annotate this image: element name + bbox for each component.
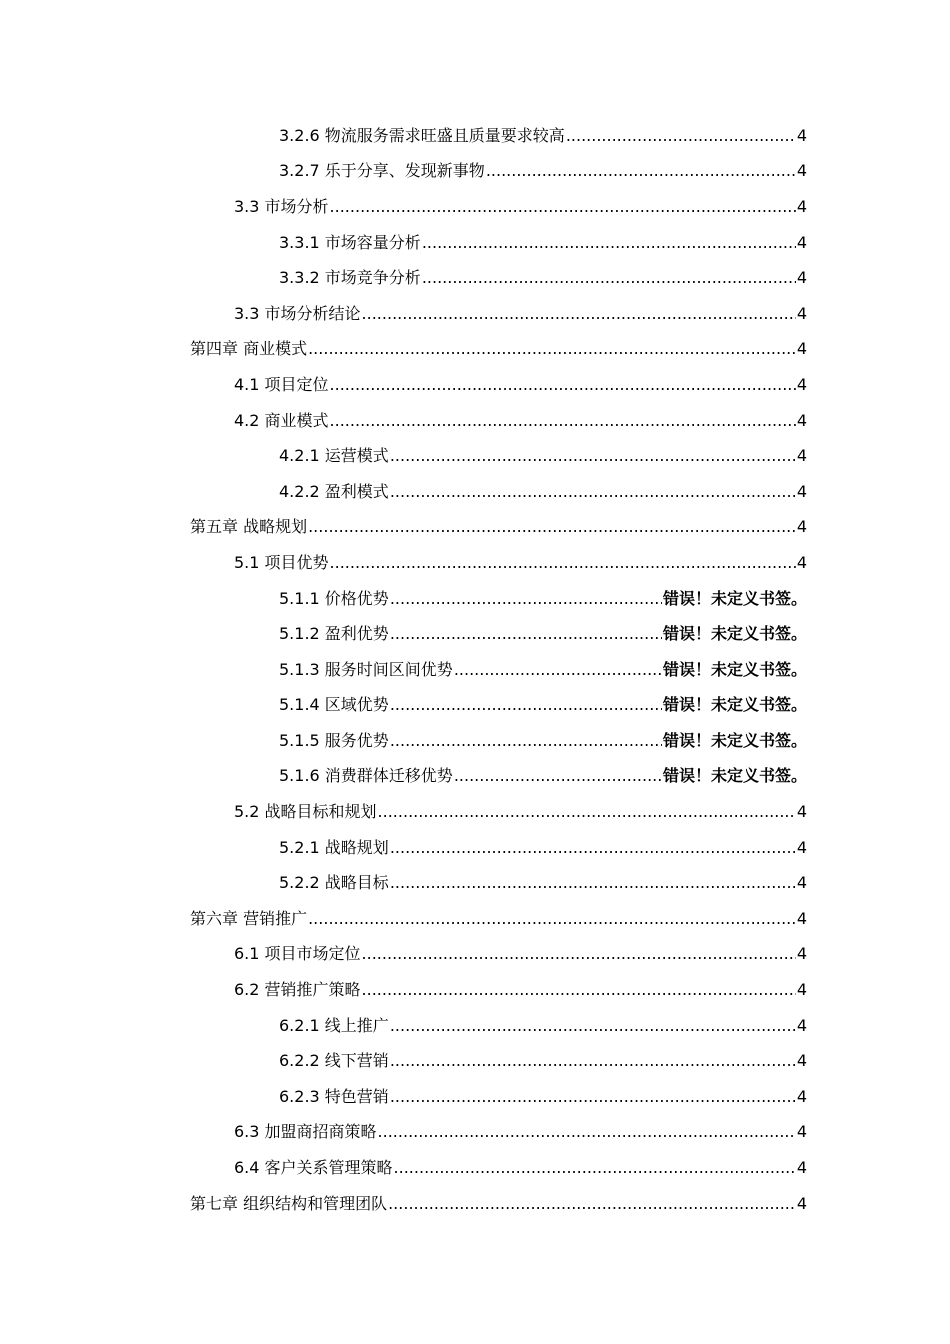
toc-entry-title: 5.1 项目优势 <box>234 552 329 572</box>
toc-entry-title: 3.3 市场分析结论 <box>234 303 361 323</box>
toc-dot-leader <box>390 623 662 645</box>
toc-bookmark-error: 错误！未定义书签。 <box>662 588 807 608</box>
toc-page-number: 4 <box>796 339 807 359</box>
toc-page-number: 4 <box>796 268 807 288</box>
toc-page-number: 4 <box>796 446 807 466</box>
toc-entry[interactable] <box>0 403 950 439</box>
toc-entry[interactable] <box>0 510 950 546</box>
toc-entry[interactable] <box>0 865 950 901</box>
toc-dot-leader <box>394 1157 796 1179</box>
toc-entry-title: 第七章 组织结构和管理团队 <box>190 1193 388 1213</box>
toc-entry-title: 6.2.2 线下营销 <box>279 1051 389 1071</box>
toc-entry-title: 5.1.4 区域优势 <box>279 695 389 715</box>
toc-bookmark-error: 错误！未定义书签。 <box>662 695 807 715</box>
toc-dot-leader <box>390 837 796 859</box>
toc-dot-leader <box>454 765 662 787</box>
toc-dot-leader <box>330 410 796 432</box>
toc-entry-title: 6.4 客户关系管理策略 <box>234 1158 393 1178</box>
toc-entry[interactable] <box>0 296 950 332</box>
toc-entry[interactable] <box>0 616 950 652</box>
toc-entry[interactable] <box>0 154 950 190</box>
toc-page-number: 4 <box>796 196 807 216</box>
toc-entry-title: 第六章 营销推广 <box>190 908 308 928</box>
toc-entry-title: 6.2.3 特色营销 <box>279 1086 389 1106</box>
toc-dot-leader <box>362 979 796 1001</box>
toc-bookmark-error: 错误！未定义书签。 <box>662 659 807 679</box>
toc-dot-leader <box>378 801 796 823</box>
toc-entry-title: 第四章 商业模式 <box>190 339 308 359</box>
toc-entry[interactable] <box>0 1043 950 1079</box>
toc-page-number: 4 <box>796 125 807 145</box>
toc-entry[interactable] <box>0 901 950 937</box>
toc-dot-leader <box>308 516 796 538</box>
toc-entry[interactable] <box>0 1150 950 1186</box>
toc-entry[interactable] <box>0 260 950 296</box>
toc-dot-leader <box>566 125 796 147</box>
toc-page-number: 4 <box>796 802 807 822</box>
toc-entry-title: 4.2.1 运营模式 <box>279 446 389 466</box>
toc-page-number: 4 <box>796 1122 807 1142</box>
toc-page-number: 4 <box>796 1051 807 1071</box>
toc-dot-leader <box>390 730 662 752</box>
toc-dot-leader <box>486 160 796 182</box>
toc-page-number: 4 <box>796 374 807 394</box>
toc-entry-title: 5.2.1 战略规划 <box>279 837 389 857</box>
toc-entry-title: 6.3 加盟商招商策略 <box>234 1122 377 1142</box>
toc-entry-title: 6.2.1 线上推广 <box>279 1015 389 1035</box>
toc-page-number: 4 <box>796 1158 807 1178</box>
toc-page-number: 4 <box>796 303 807 323</box>
toc-entry[interactable] <box>0 723 950 759</box>
toc-entry[interactable] <box>0 1008 950 1044</box>
toc-dot-leader <box>330 374 796 396</box>
toc-entry-title: 6.2 营销推广策略 <box>234 980 361 1000</box>
toc-entry-title: 5.2.2 战略目标 <box>279 873 389 893</box>
toc-entry[interactable] <box>0 438 950 474</box>
toc-dot-leader <box>390 694 662 716</box>
toc-bookmark-error: 错误！未定义书签。 <box>662 730 807 750</box>
toc-entry-title: 5.1.1 价格优势 <box>279 588 389 608</box>
toc-page-number: 4 <box>796 1086 807 1106</box>
toc-entry-title: 3.3.1 市场容量分析 <box>279 232 421 252</box>
toc-entry-title: 4.2.2 盈利模式 <box>279 481 389 501</box>
toc-entry[interactable] <box>0 830 950 866</box>
toc-page-number: 4 <box>796 1015 807 1035</box>
toc-entry-title: 4.2 商业模式 <box>234 410 329 430</box>
toc-dot-leader <box>330 196 796 218</box>
toc-dot-leader <box>390 588 662 610</box>
toc-bookmark-error: 错误！未定义书签。 <box>662 766 807 786</box>
toc-dot-leader <box>454 659 662 681</box>
toc-entry[interactable] <box>0 937 950 973</box>
toc-dot-leader <box>390 1050 796 1072</box>
toc-entry-title: 5.1.3 服务时间区间优势 <box>279 659 453 679</box>
toc-entry[interactable] <box>0 367 950 403</box>
toc-entry[interactable] <box>0 759 950 795</box>
toc-page-number: 4 <box>796 552 807 572</box>
toc-entry-title: 第五章 战略规划 <box>190 517 308 537</box>
toc-page-number: 4 <box>796 837 807 857</box>
toc-page-number: 4 <box>796 410 807 430</box>
toc-dot-leader <box>390 1015 796 1037</box>
toc-dot-leader <box>388 1193 796 1215</box>
toc-dot-leader <box>390 481 796 503</box>
toc-entry-title: 4.1 项目定位 <box>234 374 329 394</box>
toc-entry-title: 3.2.7 乐于分享、发现新事物 <box>279 161 485 181</box>
toc-page-number: 4 <box>796 873 807 893</box>
toc-entry[interactable] <box>0 1079 950 1115</box>
toc-entry-title: 3.2.6 物流服务需求旺盛且质量要求较高 <box>279 125 565 145</box>
toc-dot-leader <box>308 338 796 360</box>
toc-entry[interactable] <box>0 688 950 724</box>
toc-entry[interactable] <box>0 225 950 261</box>
toc-entry-title: 5.1.2 盈利优势 <box>279 624 389 644</box>
toc-entry-title: 3.3.2 市场竞争分析 <box>279 268 421 288</box>
toc-bookmark-error: 错误！未定义书签。 <box>662 624 807 644</box>
toc-entry[interactable] <box>0 794 950 830</box>
toc-entry[interactable] <box>0 1115 950 1151</box>
toc-entry-title: 3.3 市场分析 <box>234 196 329 216</box>
toc-page-number: 4 <box>796 944 807 964</box>
toc-dot-leader <box>308 908 796 930</box>
toc-dot-leader <box>330 552 796 574</box>
toc-dot-leader <box>390 445 796 467</box>
toc-dot-leader <box>362 943 796 965</box>
toc-entry-title: 5.1.6 消费群体迁移优势 <box>279 766 453 786</box>
toc-entry[interactable] <box>0 652 950 688</box>
toc-dot-leader <box>390 1086 796 1108</box>
toc-page-number: 4 <box>796 908 807 928</box>
toc-entry[interactable] <box>0 189 950 225</box>
toc-page-number: 4 <box>796 232 807 252</box>
table-of-contents <box>0 118 950 1221</box>
toc-entry[interactable] <box>0 118 950 154</box>
toc-page-number: 4 <box>796 1193 807 1213</box>
toc-dot-leader <box>362 303 796 325</box>
toc-page-number: 4 <box>796 161 807 181</box>
toc-dot-leader <box>422 232 796 254</box>
toc-dot-leader <box>390 872 796 894</box>
toc-entry[interactable] <box>0 332 950 368</box>
toc-page-number: 4 <box>796 481 807 501</box>
toc-entry[interactable] <box>0 545 950 581</box>
toc-entry-title: 5.2 战略目标和规划 <box>234 802 377 822</box>
toc-entry[interactable] <box>0 972 950 1008</box>
toc-entry[interactable] <box>0 474 950 510</box>
toc-page-number: 4 <box>796 517 807 537</box>
toc-entry-title: 6.1 项目市场定位 <box>234 944 361 964</box>
toc-dot-leader <box>378 1121 796 1143</box>
toc-dot-leader <box>422 267 796 289</box>
toc-entry[interactable] <box>0 581 950 617</box>
toc-entry[interactable] <box>0 1186 950 1222</box>
toc-page-number: 4 <box>796 980 807 1000</box>
toc-entry-title: 5.1.5 服务优势 <box>279 730 389 750</box>
